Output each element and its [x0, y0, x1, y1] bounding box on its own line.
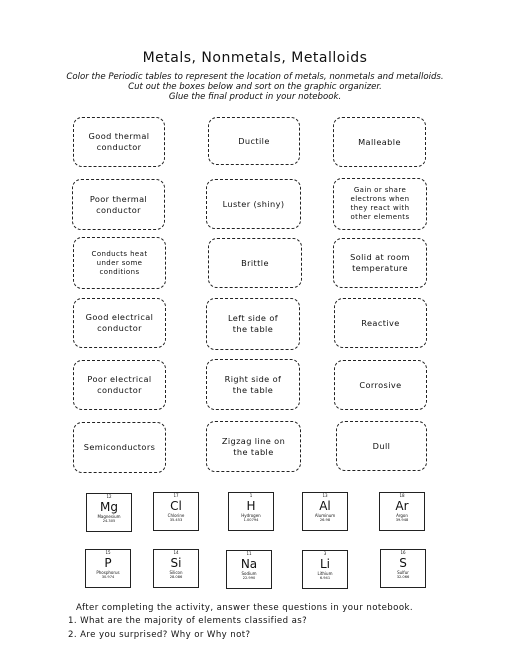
card-malleable[interactable]: Malleable: [333, 117, 426, 167]
element-tile-li[interactable]: 3 Li Lithium 6.941: [302, 550, 348, 589]
card-reactive[interactable]: Reactive: [334, 298, 427, 348]
card-corrosive[interactable]: Corrosive: [334, 360, 427, 410]
element-tile-p[interactable]: 15 P Phosphorus 30.974: [85, 549, 131, 588]
card-solid-room-temperature[interactable]: Solid at room temperature: [333, 238, 427, 288]
card-ductile[interactable]: Ductile: [208, 117, 300, 165]
card-good-electrical-conductor[interactable]: Good electrical conductor: [73, 298, 166, 348]
instruction-line-1: Color the Periodic tables to represent the location of metals, nonmetals and metalloids.: [66, 72, 444, 82]
element-tile-al[interactable]: 13 Al Aluminum 26.98: [302, 492, 348, 531]
element-tile-h[interactable]: 1 H Hydrogen 1.00794: [228, 492, 274, 531]
card-conducts-heat-some-conditions[interactable]: Conducts heat under some conditions: [73, 237, 166, 289]
footer-intro: After completing the activity, answer these questions in your notebook.: [76, 603, 413, 613]
card-left-side-of-table[interactable]: Left side of the table: [206, 298, 300, 350]
question-1: 1. What are the majority of elements classified as?: [68, 616, 308, 626]
card-brittle[interactable]: Brittle: [208, 238, 302, 288]
card-dull[interactable]: Dull: [336, 421, 427, 471]
card-zigzag-line[interactable]: Zigzag line on the table: [206, 421, 301, 472]
question-2: 2. Are you surprised? Why or Why not?: [68, 630, 251, 640]
element-tile-mg[interactable]: 12 Mg Magnesium 24.305: [86, 493, 132, 532]
instruction-line-3: Glue the final product in your notebook.: [168, 92, 342, 102]
page-title: Metals, Nonmetals, Metalloids: [142, 50, 368, 66]
element-tile-na[interactable]: 11 Na Sodium 22.990: [226, 550, 272, 589]
card-poor-thermal-conductor[interactable]: Poor thermal conductor: [72, 179, 165, 230]
element-tile-s[interactable]: 16 S Sulfur 32.066: [380, 549, 426, 588]
instruction-line-2: Cut out the boxes below and sort on the graphic organizer.: [128, 82, 382, 92]
element-tile-cl[interactable]: 17 Cl Chlorine 35.453: [153, 492, 199, 531]
card-poor-electrical-conductor[interactable]: Poor electrical conductor: [73, 360, 166, 410]
card-luster[interactable]: Luster (shiny): [206, 179, 301, 229]
card-semiconductors[interactable]: Semiconductors: [73, 422, 166, 473]
card-gain-or-share-electrons[interactable]: Gain or share electrons when they react with other elements: [333, 178, 427, 230]
element-tile-si[interactable]: 14 Si Silicon 28.086: [153, 549, 199, 588]
card-right-side-of-table[interactable]: Right side of the table: [206, 359, 300, 410]
card-good-thermal-conductor[interactable]: Good thermal conductor: [73, 117, 165, 167]
element-tile-ar[interactable]: 18 Ar Argon 39.948: [379, 492, 425, 531]
